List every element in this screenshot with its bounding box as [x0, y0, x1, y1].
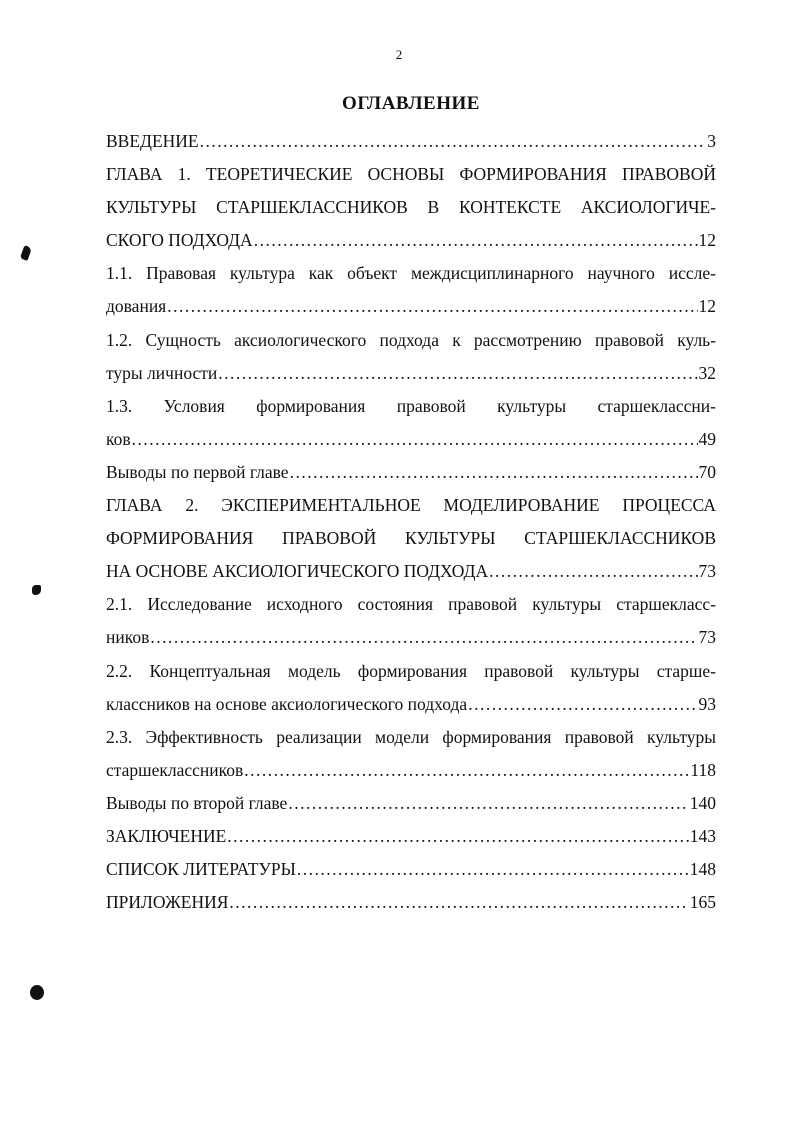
dot-leader [167, 290, 697, 323]
toc-entry-title: СПИСОК ЛИТЕРАТУРЫ [106, 859, 296, 880]
dot-leader [200, 125, 707, 158]
dot-leader [290, 456, 698, 489]
toc-page-number: 73 [698, 627, 716, 648]
toc-entry-line [106, 357, 716, 390]
dot-leader [489, 555, 697, 588]
toc-entry [106, 655, 716, 721]
toc-entry-line [106, 688, 716, 721]
dot-leader [468, 688, 697, 721]
dot-leader [297, 853, 689, 886]
scan-speck [30, 985, 44, 1000]
toc-entry [106, 456, 716, 489]
page-number: 2 [395, 47, 403, 62]
toc-entry [106, 853, 716, 886]
toc-page-number: 12 [698, 296, 716, 317]
dot-leader [244, 754, 689, 787]
toc-entry-line: 2.2. Концептуальная модель формирования правовой культуры старше- [106, 660, 716, 681]
toc-entry-title: дования [106, 296, 167, 317]
toc-entry-line [106, 754, 716, 787]
toc-entry-title: ков [106, 428, 131, 449]
toc-page-number: 140 [689, 792, 716, 813]
toc-entry [106, 125, 716, 158]
toc-entry-line: 1.2. Сущность аксиологического подхода к рассмотрению правовой куль- [106, 329, 716, 350]
toc-entry [106, 886, 716, 919]
toc-page-number: 93 [698, 693, 716, 714]
toc-entry-line [106, 621, 716, 654]
toc-entry-line [106, 423, 716, 456]
toc-entry-title: Выводы по второй главе [106, 792, 288, 813]
toc-entry [106, 257, 716, 323]
toc-page-number: 73 [698, 561, 716, 582]
toc-page-number: 70 [698, 461, 716, 482]
toc-entry-title: ЗАКЛЮЧЕНИЕ [106, 825, 227, 846]
dot-leader [254, 224, 698, 257]
toc-page-number: 148 [689, 859, 716, 880]
toc-page-number: 165 [689, 892, 716, 913]
toc-entry-line: КУЛЬТУРЫ СТАРШЕКЛАССНИКОВ В КОНТЕКСТЕ АКСИОЛОГИЧЕ- [106, 197, 716, 218]
toc-page-number: 32 [698, 362, 716, 383]
dot-leader [218, 357, 697, 390]
dot-leader [227, 820, 688, 853]
toc-entry-line: 2.3. Эффективность реализации модели формирования правовой культуры [106, 726, 716, 747]
toc-page-number: 12 [698, 230, 716, 251]
toc-entry-line [106, 224, 716, 257]
toc-entry-line: 1.1. Правовая культура как объект междисциплинарного научного иссле- [106, 263, 716, 284]
toc-entry-line [106, 886, 716, 919]
toc-entry-line: ГЛАВА 2. ЭКСПЕРИМЕНТАЛЬНОЕ МОДЕЛИРОВАНИЕ ПРОЦЕССА [106, 495, 716, 516]
toc-entry-title: ВВЕДЕНИЕ [106, 131, 199, 151]
toc-entry-title: старшеклассников [106, 759, 244, 780]
toc-page-number: 3 [707, 131, 716, 151]
toc-entry [106, 489, 716, 588]
toc-page-number: 118 [690, 759, 716, 780]
toc-entry-line: ГЛАВА 1. ТЕОРЕТИЧЕСКИЕ ОСНОВЫ ФОРМИРОВАНИЯ ПРАВОВОЙ [106, 164, 716, 185]
toc-page-number: 49 [698, 428, 716, 449]
dot-leader [150, 621, 697, 654]
toc-entry-line [106, 456, 716, 489]
toc-entry-title: ников [106, 627, 150, 648]
table-of-contents [106, 125, 716, 919]
toc-title: ОГЛАВЛЕНИЕ [342, 93, 480, 114]
toc-entry-line: 2.1. Исследование исходного состояния правовой культуры старшекласс- [106, 594, 716, 615]
toc-entry-title: СКОГО ПОДХОДА [106, 230, 253, 251]
toc-entry-line [106, 820, 716, 853]
toc-entry-title: туры личности [106, 362, 218, 383]
scan-speck [32, 585, 41, 595]
toc-entry [106, 588, 716, 654]
dot-leader [288, 787, 688, 820]
toc-entry-line: ФОРМИРОВАНИЯ ПРАВОВОЙ КУЛЬТУРЫ СТАРШЕКЛАССНИКОВ [106, 528, 716, 549]
toc-entry [106, 721, 716, 787]
toc-entry-title: классников на основе аксиологического подхода [106, 693, 468, 714]
toc-entry-line: 1.3. Условия формирования правовой культуры старшеклассни- [106, 395, 716, 416]
toc-entry [106, 158, 716, 257]
toc-entry [106, 390, 716, 456]
toc-entry-title: НА ОСНОВЕ АКСИОЛОГИЧЕСКОГО ПОДХОДА [106, 561, 489, 582]
dot-leader [229, 886, 688, 919]
toc-entry-line [106, 290, 716, 323]
toc-entry-title: ПРИЛОЖЕНИЯ [106, 892, 229, 913]
toc-entry-title: Выводы по первой главе [106, 461, 289, 482]
toc-entry [106, 820, 716, 853]
toc-entry-line [106, 787, 716, 820]
toc-page-number: 143 [689, 825, 716, 846]
toc-entry [106, 787, 716, 820]
toc-entry [106, 324, 716, 390]
scan-speck [20, 245, 32, 261]
dot-leader [132, 423, 698, 456]
toc-entry-line [106, 555, 716, 588]
toc-entry-line [106, 853, 716, 886]
toc-entry-line [106, 125, 716, 158]
